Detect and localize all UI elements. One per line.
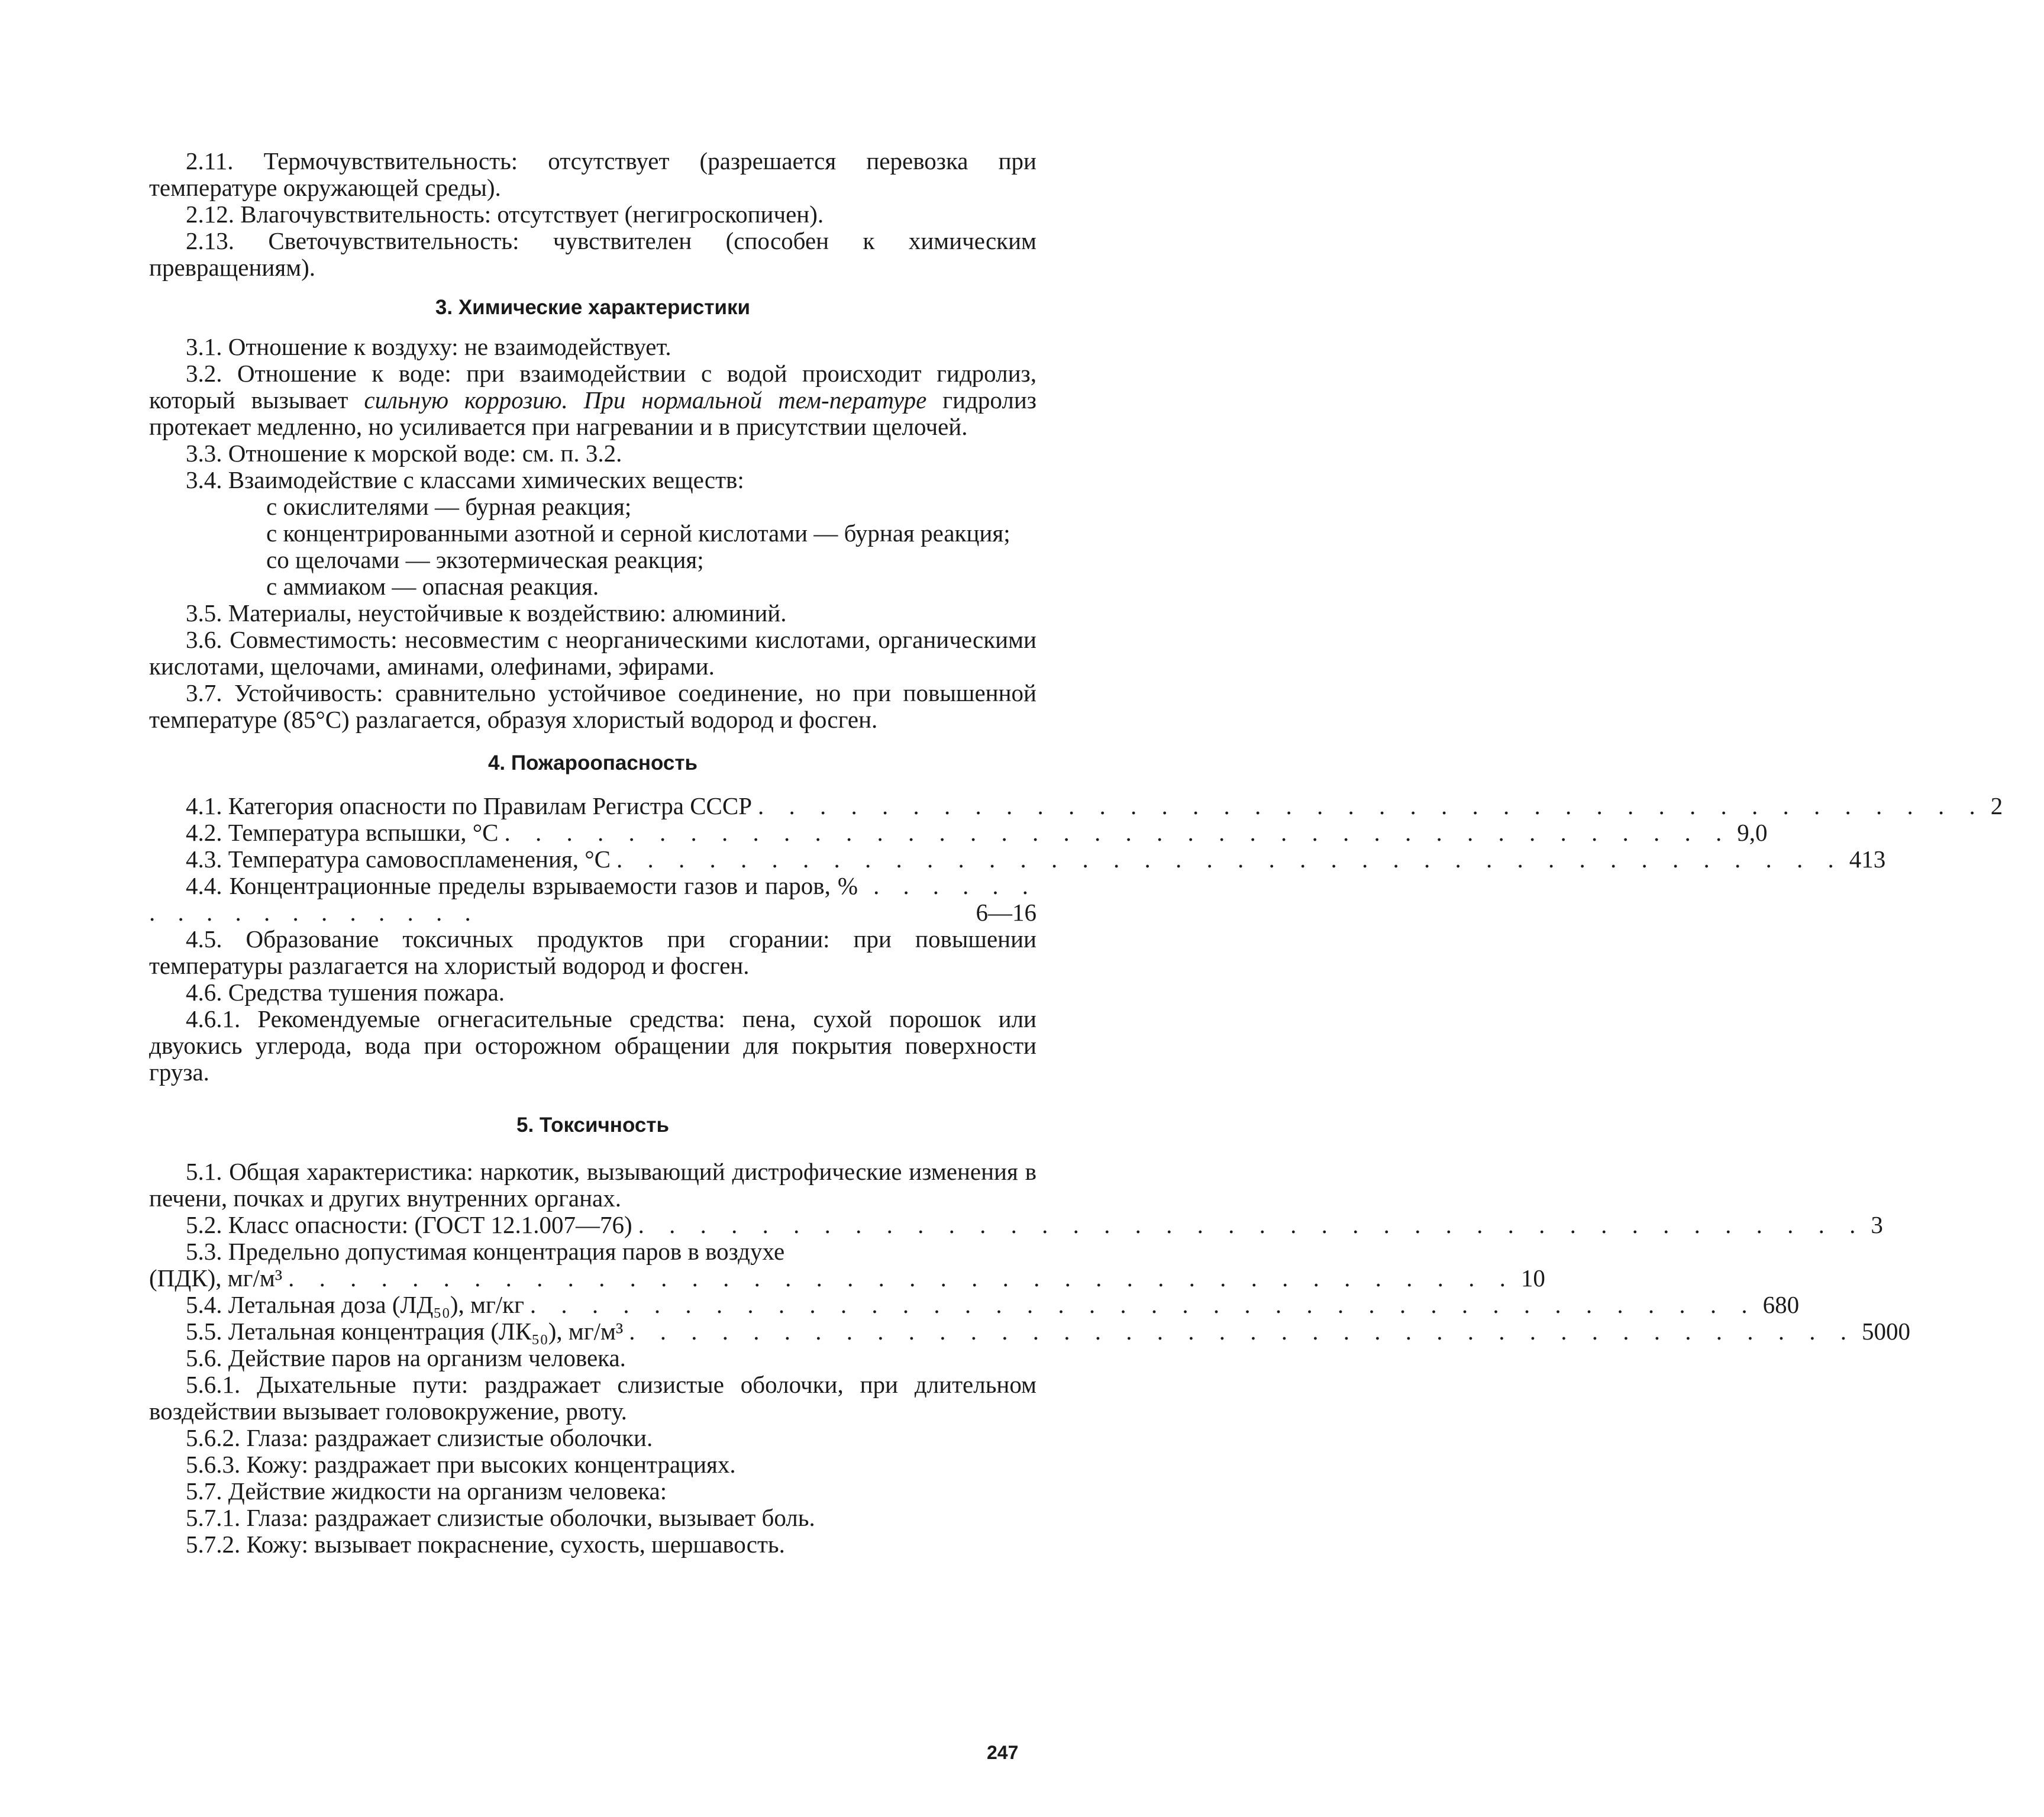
paragraph-3-3: 3.3. Отношение к морской воде: см. п. 3.2. bbox=[186, 440, 622, 467]
row-4-2 bbox=[149, 819, 1768, 846]
list-item-ammonia: с аммиаком — опасная реакция. bbox=[266, 573, 599, 600]
paragraph-5-7-1: 5.7.1. Глаза: раздражает слизистые оболочки, вызывает боль. bbox=[186, 1504, 815, 1531]
section-3-heading: 3. Химические характеристики bbox=[435, 296, 751, 319]
paragraph-4-5: 4.5. Образование токсичных продуктов при сгорании: при повышении температуры разлагается на хлористый водород и фосген. bbox=[149, 925, 1036, 979]
paragraph-5-6-3: 5.6.3. Кожу: раздражает при высоких концентрациях. bbox=[186, 1451, 736, 1478]
row-5-2-value: 3 bbox=[1871, 1211, 1883, 1238]
list-item-oxidizers: с окислителями — бурная реакция; bbox=[266, 493, 632, 520]
paragraph-5-6-1: 5.6.1. Дыхательные пути: раздражает слизистые оболочки, при длительном воздействии вызывает головокружение, рвоту. bbox=[149, 1371, 1036, 1425]
paragraph-5-1: 5.1. Общая характеристика: наркотик, вызывающий дистрофические изменения в печени, почках и других внутренних органах. bbox=[149, 1158, 1036, 1212]
paragraph-2-11: 2.11. Термочувствительность: отсутствует (разрешается перевозка при температуре окружающей среды). bbox=[149, 147, 1036, 201]
paragraph-3-7: 3.7. Устойчивость: сравнительно устойчивое соединение, но при повышенной температуре (85°С) разлагается, образуя хлористый водород и фосген. bbox=[149, 679, 1036, 733]
paragraph-2-13: 2.13. Светочувствительность: чувствителен (способен к химическим превращениям). bbox=[149, 227, 1036, 281]
paragraph-3-2-italic: сильную коррозию. При нормальной тем-пературе bbox=[364, 386, 927, 414]
leader-dots: . . . . . . . . . . . . . . . . . . . . . . . . . . . . . . . . . . . . . . . . bbox=[638, 1211, 1865, 1238]
leader-dots: . . . . . . . . . . . . . . . . . . . . . . . . . . . . . . . . . . . . . . . . bbox=[758, 792, 1985, 819]
leader-dots: . . . . . . . . . . . . . . . . . . . . . . . . . . . . . . . . . . . . . . . . bbox=[529, 1291, 1757, 1318]
row-5-5-value: 5000 bbox=[1862, 1318, 1911, 1345]
page-number: 247 bbox=[987, 1742, 1019, 1763]
row-4-2-label: 4.2. Температура вспышки, °С bbox=[186, 819, 499, 846]
paragraph-3-2 bbox=[149, 360, 1036, 440]
row-5-4 bbox=[149, 1291, 1800, 1318]
row-5-5-label: 5.5. Летальная концентрация (ЛК₅₀), мг/м³ bbox=[186, 1318, 624, 1345]
row-5-3-text: 5.3. Предельно допустимая концентрация паров в воздухе bbox=[186, 1238, 785, 1265]
paragraph-5-6-2: 5.6.2. Глаза: раздражает слизистые оболочки. bbox=[186, 1424, 653, 1451]
row-4-2-value: 9,0 bbox=[1737, 819, 1768, 846]
paragraph-5-6: 5.6. Действие паров на организм человека. bbox=[186, 1344, 626, 1371]
section-4-heading: 4. Пожароопасность bbox=[487, 751, 698, 774]
row-4-1-label: 4.1. Категория опасности по Правилам Регистра СССР bbox=[186, 792, 753, 819]
paragraph-3-6: 3.6. Совместимость: несовместим с неорганическими кислотами, органическими кислотами, щелочами, аминами, олефинами, эфирами. bbox=[149, 626, 1036, 680]
row-4-3 bbox=[149, 845, 1886, 873]
row-5-4-label: 5.4. Летальная доза (ЛД₅₀), мг/кг bbox=[186, 1291, 524, 1318]
paragraph-3-1: 3.1. Отношение к воздуху: не взаимодействует. bbox=[186, 333, 671, 360]
row-4-4-value: 6—16 bbox=[976, 899, 1036, 926]
row-5-3-value: 10 bbox=[1520, 1264, 1545, 1292]
row-5-4-value: 680 bbox=[1762, 1291, 1800, 1318]
row-4-4-text: 4.4. Концентрационные пределы взрываемости газов и паров, % bbox=[186, 872, 858, 899]
paragraph-4-6: 4.6. Средства тушения пожара. bbox=[186, 979, 505, 1006]
row-4-1-value: 2 bbox=[1990, 792, 2003, 819]
list-item-alkalis: со щелочами — экзотермическая реакция; bbox=[266, 546, 704, 573]
row-4-4 bbox=[149, 873, 1036, 926]
paragraph-2-12: 2.12. Влагочувствительность: отсутствует (негигроскопичен). bbox=[186, 201, 824, 228]
paragraph-3-2-part-a: 3.2. Отношение к воде: при взаимодействии с водой происходит гидролиз, который вызывает bbox=[149, 360, 1036, 414]
row-5-3 bbox=[149, 1264, 1545, 1292]
leader-dots: . . . . . . . . . . . . . . . . . . bbox=[149, 872, 1036, 926]
section-5-heading: 5. Токсичность bbox=[516, 1114, 669, 1137]
document-page bbox=[149, 147, 2003, 1805]
row-5-3-label: (ПДК), мг/м³ bbox=[149, 1264, 283, 1292]
paragraph-5-7: 5.7. Действие жидкости на организм человека: bbox=[186, 1477, 667, 1505]
paragraph-4-6-1: 4.6.1. Рекомендуемые огнегасительные средства: пена, сухой порошок или двуокись углерода, вода при осторожном обращении для покрытия поверхности груза. bbox=[149, 1005, 1036, 1086]
row-4-1 bbox=[149, 792, 2003, 819]
paragraph-3-5: 3.5. Материалы, неустойчивые к воздействию: алюминий. bbox=[186, 599, 787, 627]
row-5-2 bbox=[149, 1211, 1883, 1238]
list-item-acids: с концентрированными азотной и серной кислотами — бурная реакция; bbox=[266, 519, 1010, 547]
row-4-3-value: 413 bbox=[1849, 845, 1886, 873]
paragraph-3-2-part-c: гидролиз протекает медленно, но усиливается при нагревании и в присутствии щелочей. bbox=[149, 386, 1036, 440]
paragraph-3-4: 3.4. Взаимодействие с классами химических веществ: bbox=[186, 466, 744, 493]
row-4-3-label: 4.3. Температура самовоспламенения, °С bbox=[186, 845, 611, 873]
leader-dots: . . . . . . . . . . . . . . . . . . . . . . . . . . . . . . . . . . . . . . . . bbox=[288, 1264, 1515, 1292]
leader-dots: . . . . . . . . . . . . . . . . . . . . . . . . . . . . . . . . . . . . . . . . bbox=[629, 1318, 1856, 1345]
leader-dots: . . . . . . . . . . . . . . . . . . . . . . . . . . . . . . . . . . . . . . . . bbox=[504, 819, 1732, 846]
leader-dots: . . . . . . . . . . . . . . . . . . . . . . . . . . . . . . . . . . . . . . . . bbox=[616, 845, 1843, 873]
row-5-5 bbox=[149, 1318, 1911, 1345]
paragraph-5-7-2: 5.7.2. Кожу: вызывает покраснение, сухость, шершавость. bbox=[186, 1531, 785, 1558]
row-5-2-label: 5.2. Класс опасности: (ГОСТ 12.1.007—76) bbox=[186, 1211, 632, 1238]
